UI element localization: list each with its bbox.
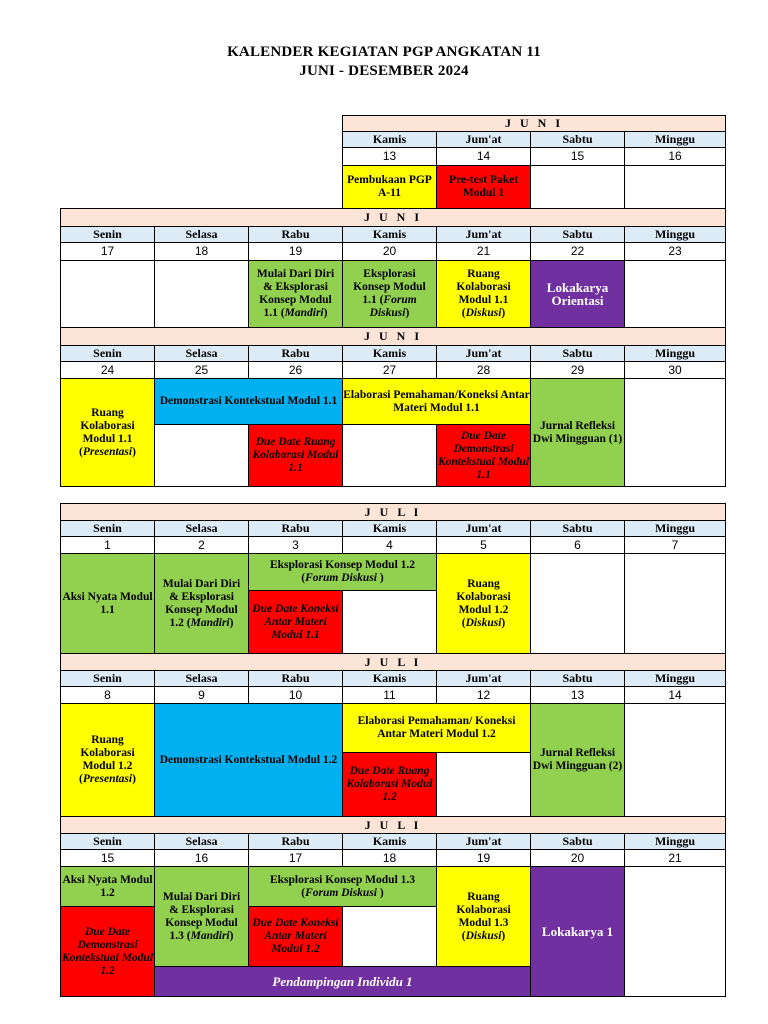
day-header: Kamis: [342, 833, 437, 850]
day-header: Senin: [60, 670, 155, 687]
date-cell: 19: [248, 242, 343, 261]
event-mulai-dari-diri: Mulai Dari Diri & Eksplorasi Konsep Modul 1.2 (Mandiri): [154, 553, 249, 654]
date-cell: 1: [60, 536, 155, 554]
empty-cell: [342, 424, 437, 487]
date-cell: 10: [248, 686, 343, 704]
day-header: Senin: [60, 226, 155, 243]
date-cell: 7: [624, 536, 726, 554]
event-mulai-dari-diri: Mulai Dari Diri & Eksplorasi Konsep Modul 1.1 (Mandiri): [248, 260, 343, 328]
date-cell: 12: [436, 686, 531, 704]
event-ruang-kolaborasi: Ruang Kolaborasi Modul 1.2 (Presentasi): [60, 703, 155, 817]
day-header: Selasa: [154, 226, 249, 243]
date-cell: 13: [530, 686, 625, 704]
date-cell: 17: [60, 242, 155, 261]
day-header: Senin: [60, 520, 155, 537]
empty-cell: [436, 752, 531, 817]
date-cell: 6: [530, 536, 625, 554]
date-cell: 23: [624, 242, 726, 261]
day-header: Sabtu: [530, 520, 625, 537]
empty-cell: [624, 260, 726, 328]
empty-cell: [530, 165, 625, 209]
day-header: Kamis: [342, 670, 437, 687]
event-due-ruang: Due Date Ruang Kolaborasi Modul 1.2: [342, 752, 437, 817]
date-cell: 18: [154, 242, 249, 261]
empty-cell: [624, 378, 726, 487]
date-cell: 14: [436, 147, 531, 166]
event-lokakarya-1: Lokakarya 1: [530, 866, 625, 997]
event-pendampingan: Pendampingan Individu 1: [154, 966, 531, 997]
date-cell: 15: [60, 849, 155, 867]
day-header: Minggu: [624, 833, 726, 850]
event-demonstrasi: Demonstrasi Kontekstual Modul 1.2: [154, 703, 343, 817]
date-cell: 20: [342, 242, 437, 261]
date-cell: 14: [624, 686, 726, 704]
day-header: Kamis: [342, 345, 437, 362]
day-header: Sabtu: [530, 226, 625, 243]
empty-cell: [624, 866, 726, 997]
month-header-juni: J U N I: [60, 327, 726, 346]
day-header: Jum'at: [436, 670, 531, 687]
page-subtitle: JUNI - DESEMBER 2024: [299, 63, 469, 79]
day-header: Minggu: [624, 131, 726, 148]
date-cell: 22: [530, 242, 625, 261]
day-header: Rabu: [248, 833, 343, 850]
empty-cell: [154, 260, 249, 328]
empty-cell: [624, 553, 726, 654]
date-cell: 24: [60, 361, 155, 379]
event-due-koneksi: Due Date Koneksi Antar Materi Modul 1.1: [248, 590, 343, 654]
date-cell: 5: [436, 536, 531, 554]
date-cell: 21: [624, 849, 726, 867]
event-pretest: Pre-test Paket Modul 1: [436, 165, 531, 209]
day-header: Kamis: [342, 520, 437, 537]
date-cell: 17: [248, 849, 343, 867]
day-header: Senin: [60, 345, 155, 362]
date-cell: 9: [154, 686, 249, 704]
date-cell: 30: [624, 361, 726, 379]
day-header: Sabtu: [530, 345, 625, 362]
event-pembukaan: Pembukaan PGP A-11: [342, 165, 437, 209]
day-header: Kamis: [342, 226, 437, 243]
event-ruang-kolaborasi: Ruang Kolaborasi Modul 1.1 (Diskusi): [436, 260, 531, 328]
date-cell: 29: [530, 361, 625, 379]
day-header: Rabu: [248, 226, 343, 243]
day-header: Sabtu: [530, 131, 625, 148]
event-jurnal-refleksi: Jurnal Refleksi Dwi Mingguan (1): [530, 378, 625, 487]
date-cell: 15: [530, 147, 625, 166]
event-eksplorasi-konsep: Eksplorasi Konsep Modul 1.1 (Forum Diskusi): [342, 260, 437, 328]
date-cell: 20: [530, 849, 625, 867]
day-header: Jum'at: [436, 520, 531, 537]
day-header: Rabu: [248, 345, 343, 362]
event-elaborasi: Elaborasi Pemahaman/ Koneksi Antar Materi Modul 1.2: [342, 703, 531, 753]
day-header: Minggu: [624, 670, 726, 687]
event-demonstrasi: Demonstrasi Kontekstual Modul 1.1: [154, 378, 343, 425]
empty-cell: [624, 703, 726, 817]
day-header: Rabu: [248, 520, 343, 537]
empty-cell: [60, 260, 155, 328]
day-header: Kamis: [342, 131, 437, 148]
day-header: Jum'at: [436, 345, 531, 362]
event-due-koneksi: Due Date Koneksi Antar Materi Modul 1.2: [248, 906, 343, 967]
empty-cell: [624, 165, 726, 209]
date-cell: 26: [248, 361, 343, 379]
event-elaborasi: Elaborasi Pemahaman/Koneksi Antar Materi Modul 1.1: [342, 378, 531, 425]
day-header: Minggu: [624, 345, 726, 362]
date-cell: 21: [436, 242, 531, 261]
month-header-juni: J U N I: [60, 208, 726, 227]
day-header: Jum'at: [436, 833, 531, 850]
event-due-demonstrasi: Due Date Demonstrasi Kontekstual Modul 1.1: [436, 424, 531, 487]
month-header-juli: J U L I: [60, 503, 726, 521]
event-eksplorasi-konsep: Eksplorasi Konsep Modul 1.3 (Forum Diskusi ): [248, 866, 437, 907]
date-cell: 28: [436, 361, 531, 379]
date-cell: 27: [342, 361, 437, 379]
event-lokakarya-orientasi: Lokakarya Orientasi: [530, 260, 625, 328]
month-header-juni: J U N I: [342, 115, 726, 132]
day-header: Minggu: [624, 520, 726, 537]
empty-cell: [342, 590, 437, 654]
event-jurnal-refleksi: Jurnal Refleksi Dwi Mingguan (2): [530, 703, 625, 817]
date-cell: 18: [342, 849, 437, 867]
date-cell: 3: [248, 536, 343, 554]
event-eksplorasi-konsep: Eksplorasi Konsep Modul 1.2 (Forum Diskusi ): [248, 553, 437, 591]
empty-cell: [342, 906, 437, 967]
event-ruang-kolaborasi: Ruang Kolaborasi Modul 1.1 (Presentasi): [60, 378, 155, 487]
event-mulai-dari-diri: Mulai Dari Diri & Eksplorasi Konsep Modul 1.3 (Mandiri): [154, 866, 249, 967]
empty-cell: [530, 553, 625, 654]
event-ruang-kolaborasi: Ruang Kolaborasi Modul 1.2 (Diskusi): [436, 553, 531, 654]
page-title: KALENDER KEGIATAN PGP ANGKATAN 11: [227, 44, 541, 60]
day-header: Jum'at: [436, 226, 531, 243]
date-cell: 19: [436, 849, 531, 867]
event-aksi-nyata: Aksi Nyata Modul 1.1: [60, 553, 155, 654]
date-cell: 11: [342, 686, 437, 704]
day-header: Minggu: [624, 226, 726, 243]
date-cell: 4: [342, 536, 437, 554]
date-cell: 25: [154, 361, 249, 379]
date-cell: 16: [624, 147, 726, 166]
day-header: Selasa: [154, 345, 249, 362]
day-header: Senin: [60, 833, 155, 850]
date-cell: 2: [154, 536, 249, 554]
month-header-juli: J U L I: [60, 653, 726, 671]
day-header: Rabu: [248, 670, 343, 687]
day-header: Sabtu: [530, 670, 625, 687]
day-header: Jum'at: [436, 131, 531, 148]
event-aksi-nyata: Aksi Nyata Modul 1.2: [60, 866, 155, 907]
event-due-ruang: Due Date Ruang Kolaborasi Modul 1.1: [248, 424, 343, 487]
day-header: Selasa: [154, 520, 249, 537]
event-ruang-kolaborasi: Ruang Kolaborasi Modul 1.3 (Diskusi): [436, 866, 531, 967]
date-cell: 13: [342, 147, 437, 166]
date-cell: 16: [154, 849, 249, 867]
empty-cell: [154, 424, 249, 487]
day-header: Selasa: [154, 833, 249, 850]
event-due-demonstrasi: Due Date Demonstrasi Kontekstual Modul 1.2: [60, 906, 155, 997]
day-header: Selasa: [154, 670, 249, 687]
day-header: Sabtu: [530, 833, 625, 850]
date-cell: 8: [60, 686, 155, 704]
month-header-juli: J U L I: [60, 816, 726, 834]
